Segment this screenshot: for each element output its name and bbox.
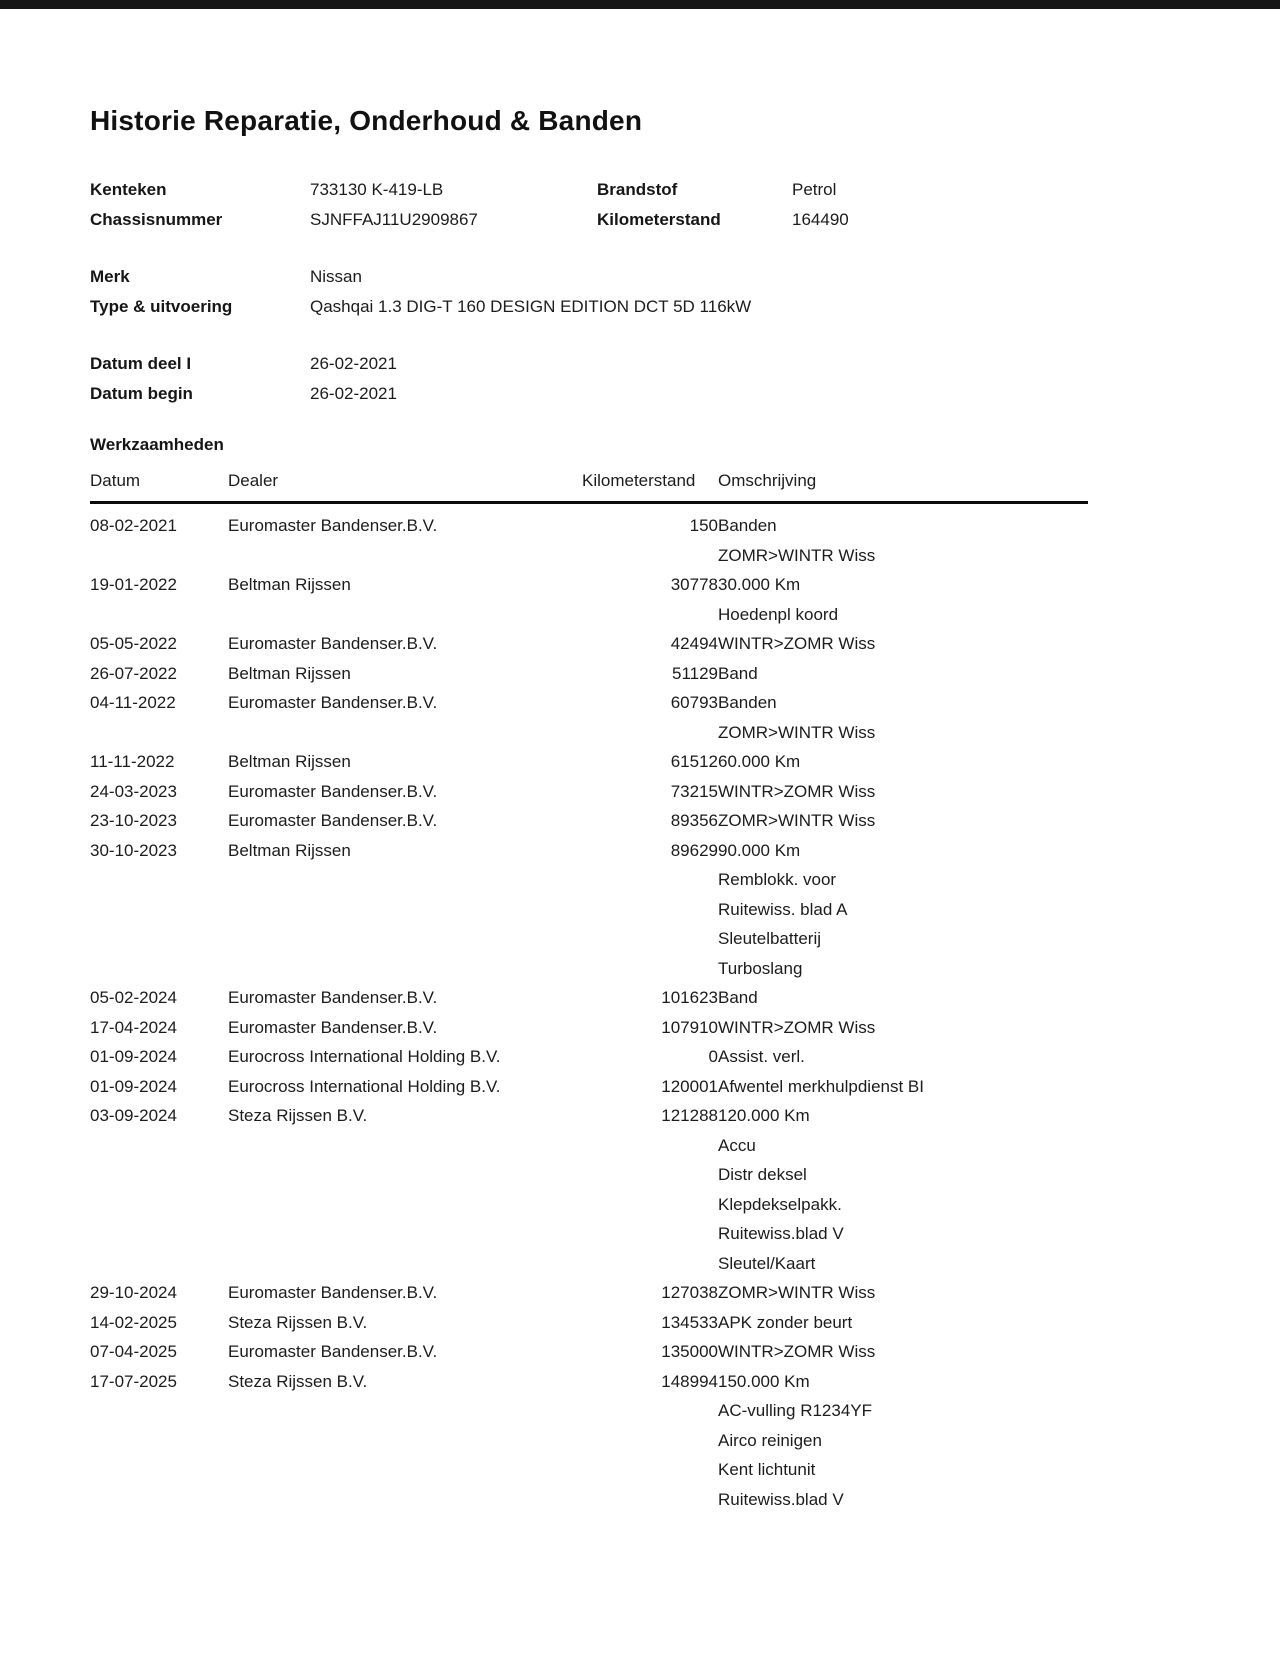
row-datum: 29-10-2024 <box>90 1283 177 1302</box>
row-datum: 24-03-2023 <box>90 781 177 801</box>
row-kilometerstand: 120001 <box>661 1076 718 1096</box>
type-uitvoering-value: Qashqai 1.3 DIG-T 160 DESIGN EDITION DCT 5D 116kW <box>310 297 752 316</box>
werkzaamheden-section-title: Werkzaamheden <box>90 435 224 454</box>
table-row <box>90 806 1088 836</box>
vehicle-info-section <box>90 262 1190 322</box>
omschrijving-line: Banden <box>718 516 777 535</box>
row-kilometerstand: 107910 <box>661 1017 718 1037</box>
table-row <box>90 1278 1088 1308</box>
brandstof-value: Petrol <box>792 180 837 199</box>
row-dealer: Beltman Rijssen <box>228 840 351 860</box>
table-row <box>90 503 1088 571</box>
type-uitvoering-label: Type & uitvoering <box>90 297 233 316</box>
header-omschrijving: Omschrijving <box>718 466 1088 503</box>
row-omschrijving <box>718 1278 1088 1308</box>
omschrijving-line: Hoedenpl koord <box>718 604 839 624</box>
row-omschrijving <box>718 503 1088 571</box>
omschrijving-line: Kent lichtunit <box>718 1460 816 1479</box>
header-kilometerstand: Kilometerstand <box>582 466 718 503</box>
row-datum: 04-11-2022 <box>90 693 176 712</box>
row-datum: 05-05-2022 <box>90 634 177 653</box>
omschrijving-line: WINTR>ZOMR Wiss <box>718 781 876 801</box>
table-row <box>90 983 1088 1013</box>
row-datum: 17-04-2024 <box>90 1017 177 1037</box>
omschrijving-line: 90.000 Km <box>718 840 801 860</box>
omschrijving-line: ZOMR>WINTR Wiss <box>718 545 876 565</box>
row-datum: 08-02-2021 <box>90 516 177 535</box>
omschrijving-line: Klepdekselpakk. <box>718 1194 842 1214</box>
datum-begin-label: Datum begin <box>90 384 193 403</box>
row-kilometerstand: 60793 <box>670 693 718 712</box>
omschrijving-line: Afwentel merkhulpdienst BI <box>718 1076 924 1096</box>
table-row <box>90 1367 1088 1515</box>
table-header-row <box>90 466 1088 503</box>
row-omschrijving <box>718 1072 1088 1102</box>
row-kilometerstand: 148994 <box>661 1371 718 1391</box>
table-row <box>90 688 1088 747</box>
row-kilometerstand: 121288 <box>661 1106 718 1125</box>
row-dealer: Steza Rijssen B.V. <box>228 1371 368 1391</box>
werkzaamheden-table <box>90 466 1088 1514</box>
table-row <box>90 1072 1088 1102</box>
row-datum: 03-09-2024 <box>90 1106 177 1125</box>
row-omschrijving <box>718 806 1088 836</box>
row-kilometerstand: 0 <box>708 1047 718 1066</box>
top-border-bar <box>0 0 1280 9</box>
table-row <box>90 1042 1088 1072</box>
omschrijving-line: Accu <box>718 1135 756 1155</box>
row-dealer: Euromaster Bandenser.B.V. <box>228 781 438 801</box>
omschrijving-line: Band <box>718 663 758 683</box>
row-kilometerstand: 61512 <box>670 752 718 771</box>
row-omschrijving <box>718 836 1088 984</box>
omschrijving-line: 30.000 Km <box>718 575 801 594</box>
omschrijving-line: Ruitewiss. blad A <box>718 899 848 919</box>
row-datum: 01-09-2024 <box>90 1047 177 1066</box>
row-omschrijving <box>718 629 1088 659</box>
row-kilometerstand: 101623 <box>661 988 718 1007</box>
row-dealer: Euromaster Bandenser.B.V. <box>228 1017 438 1037</box>
omschrijving-line: Sleutelbatterij <box>718 929 822 948</box>
row-omschrijving <box>718 983 1088 1013</box>
row-dealer: Beltman Rijssen <box>228 575 351 594</box>
page-title: Historie Reparatie, Onderhoud & Banden <box>90 105 643 136</box>
row-omschrijving <box>718 1042 1088 1072</box>
merk-value: Nissan <box>310 267 362 286</box>
row-dealer: Eurocross International Holding B.V. <box>228 1076 501 1096</box>
table-row <box>90 1337 1088 1367</box>
document-content <box>0 9 1280 1574</box>
row-dealer: Beltman Rijssen <box>228 663 351 683</box>
chassisnummer-value: SJNFFAJ11U2909867 <box>310 210 478 229</box>
registration-info-section <box>90 175 1190 235</box>
row-kilometerstand: 134533 <box>661 1312 718 1332</box>
table-row <box>90 777 1088 807</box>
header-dealer: Dealer <box>228 466 582 503</box>
row-omschrijving <box>718 777 1088 807</box>
dates-info-section <box>90 349 1190 409</box>
row-dealer: Euromaster Bandenser.B.V. <box>228 634 438 653</box>
row-omschrijving <box>718 1013 1088 1043</box>
omschrijving-line: Banden <box>718 693 777 712</box>
row-dealer: Euromaster Bandenser.B.V. <box>228 693 438 712</box>
omschrijving-line: 60.000 Km <box>718 752 801 771</box>
row-datum: 19-01-2022 <box>90 575 177 594</box>
row-kilometerstand: 42494 <box>670 634 718 653</box>
row-datum: 23-10-2023 <box>90 811 177 830</box>
datum-deel-label: Datum deel I <box>90 354 192 373</box>
omschrijving-line: Remblokk. voor <box>718 870 837 889</box>
table-row <box>90 1013 1088 1043</box>
omschrijving-line: Assist. verl. <box>718 1047 805 1066</box>
row-dealer: Euromaster Bandenser.B.V. <box>228 1342 438 1361</box>
row-omschrijving <box>718 1367 1088 1515</box>
table-row <box>90 629 1088 659</box>
omschrijving-line: 150.000 Km <box>718 1371 810 1391</box>
omschrijving-line: Ruitewiss.blad V <box>718 1224 844 1243</box>
omschrijving-line: Band <box>718 988 758 1007</box>
omschrijving-line: Ruitewiss.blad V <box>718 1489 844 1509</box>
omschrijving-line: ZOMR>WINTR Wiss <box>718 1283 876 1302</box>
row-dealer: Eurocross International Holding B.V. <box>228 1047 501 1066</box>
omschrijving-line: AC-vulling R1234YF <box>718 1401 873 1420</box>
table-row <box>90 1308 1088 1338</box>
kenteken-value: 733130 K-419-LB <box>310 180 444 199</box>
row-kilometerstand: 89356 <box>670 811 718 830</box>
header-datum: Datum <box>90 466 228 503</box>
row-dealer: Steza Rijssen B.V. <box>228 1106 368 1125</box>
table-row <box>90 747 1088 777</box>
table-row <box>90 570 1088 629</box>
row-dealer: Euromaster Bandenser.B.V. <box>228 988 438 1007</box>
row-dealer: Steza Rijssen B.V. <box>228 1312 368 1332</box>
omschrijving-line: ZOMR>WINTR Wiss <box>718 722 876 742</box>
table-row <box>90 836 1088 984</box>
row-datum: 01-09-2024 <box>90 1076 177 1096</box>
kenteken-label: Kenteken <box>90 180 167 199</box>
table-row <box>90 1101 1088 1278</box>
row-kilometerstand: 135000 <box>661 1342 718 1361</box>
kilometerstand-label: Kilometerstand <box>597 210 721 229</box>
row-kilometerstand: 127038 <box>661 1283 718 1302</box>
row-omschrijving <box>718 1101 1088 1278</box>
row-omschrijving <box>718 688 1088 747</box>
omschrijving-line: 120.000 Km <box>718 1106 810 1125</box>
row-datum: 26-07-2022 <box>90 663 177 683</box>
omschrijving-line: Turboslang <box>718 958 803 978</box>
row-datum: 30-10-2023 <box>90 840 177 860</box>
chassisnummer-label: Chassisnummer <box>90 210 223 229</box>
row-datum: 14-02-2025 <box>90 1312 177 1332</box>
merk-label: Merk <box>90 267 130 286</box>
row-kilometerstand: 30778 <box>670 575 718 594</box>
row-kilometerstand: 51129 <box>671 663 718 683</box>
row-omschrijving <box>718 570 1088 629</box>
table-row <box>90 659 1088 689</box>
row-kilometerstand: 73215 <box>670 781 718 801</box>
row-dealer: Euromaster Bandenser.B.V. <box>228 1283 438 1302</box>
omschrijving-line: Sleutel/Kaart <box>718 1253 816 1273</box>
row-dealer: Beltman Rijssen <box>228 752 351 771</box>
omschrijving-line: WINTR>ZOMR Wiss <box>718 1017 876 1037</box>
omschrijving-line: Airco reinigen <box>718 1430 822 1450</box>
datum-deel-value: 26-02-2021 <box>310 354 397 373</box>
row-omschrijving <box>718 1337 1088 1367</box>
row-omschrijving <box>718 659 1088 689</box>
omschrijving-line: ZOMR>WINTR Wiss <box>718 811 876 830</box>
omschrijving-line: WINTR>ZOMR Wiss <box>718 1342 876 1361</box>
omschrijving-line: WINTR>ZOMR Wiss <box>718 634 876 653</box>
row-omschrijving <box>718 1308 1088 1338</box>
row-datum: 17-07-2025 <box>90 1371 177 1391</box>
row-kilometerstand: 89629 <box>670 840 718 860</box>
omschrijving-line: APK zonder beurt <box>718 1312 853 1332</box>
row-omschrijving <box>718 747 1088 777</box>
work-table-body <box>90 503 1088 1515</box>
row-datum: 07-04-2025 <box>90 1342 177 1361</box>
brandstof-label: Brandstof <box>597 180 678 199</box>
row-dealer: Euromaster Bandenser.B.V. <box>228 811 438 830</box>
row-datum: 11-11-2022 <box>90 752 175 771</box>
row-datum: 05-02-2024 <box>90 988 177 1007</box>
row-kilometerstand: 150 <box>689 516 718 535</box>
omschrijving-line: Distr deksel <box>718 1165 807 1184</box>
kilometerstand-value: 164490 <box>792 210 849 229</box>
datum-begin-value: 26-02-2021 <box>310 384 397 403</box>
row-dealer: Euromaster Bandenser.B.V. <box>228 516 438 535</box>
